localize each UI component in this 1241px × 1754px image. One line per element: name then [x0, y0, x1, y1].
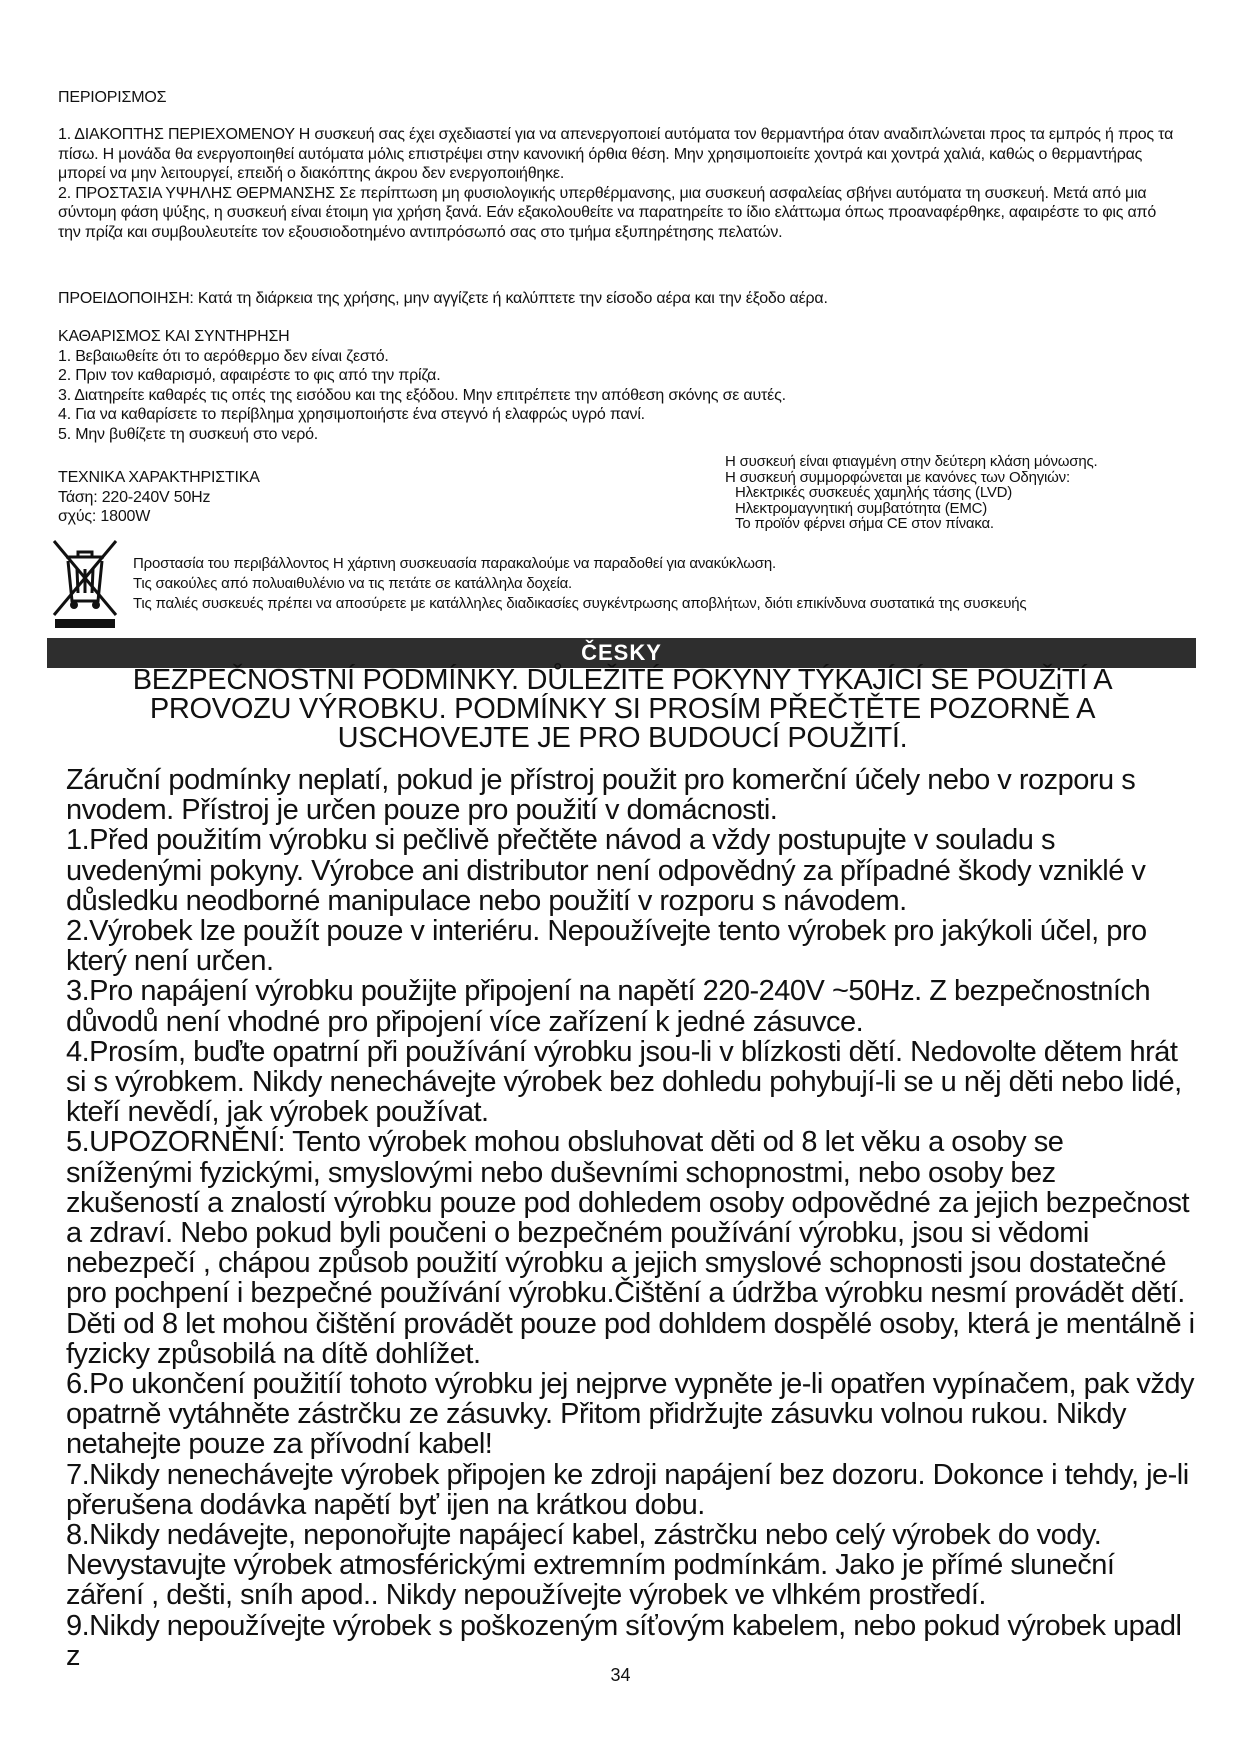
cleaning-item: 3. Διατηρείτε καθαρές τις οπές της εισόδου και της εξόδου. Μην επιτρέπετε την απόθεση σκόνης σε αυτές. [58, 386, 786, 404]
compliance-line: Η συσκευή είναι φτιαγμένη στην δεύτερη κλάση μόνωσης. [725, 453, 1098, 470]
crossed-bin-icon [50, 535, 120, 629]
compliance-line: Το προϊόν φέρνει σήμα CE στον πίνακα. [735, 515, 994, 532]
section-heading: ΠΕΡΙΟΡΙΣΜΟΣ [58, 89, 167, 106]
warning-text: ΠΡΟΕΙΔΟΠΟΙΗΣΗ: Κατά τη διάρκεια της χρήσης, μην αγγίζετε ή καλύπτετε την είσοδο αέρα και την έξοδο αέρα. [58, 290, 828, 307]
language-title: ČESKY [581, 640, 662, 665]
czech-paragraph: 9.Nikdy nepoužívejte výrobek s poškozeným síťovým kabelem, nebo pokud výrobek upadl z [66, 1609, 1182, 1672]
czech-paragraph: 2.Výrobek lze použít pouze v interiéru. Nepoužívejte tento výrobek pro jakýkoli účel, pro který není určen. [66, 915, 1147, 978]
cleaning-item: 2. Πριν τον καθαρισμό, αφαιρέστε το φις από την πρίζα. [58, 367, 441, 384]
cleaning-item: 4. Για να καθαρίσετε το περίβλημα χρησιμοποιήστε ένα στεγνό ή ελαφρώς υγρό πανί. [58, 406, 645, 423]
compliance-line: Η συσκευή συμμορφώνεται με κανόνες των Οδηγιών: [725, 468, 1070, 486]
czech-paragraph: 1.Před použitím výrobku si pečlivě přečtěte návod a vždy postupujte v souladu s uvedenými pokyny. Výrobce ani distributor není odpovědný za případné škody vzniklé v důsledku neodborné manipulace nebo použití v rozporu s návodem. [66, 824, 1146, 917]
cleaning-title: ΚΑΘΑΡΙΣΜΟΣ ΚΑΙ ΣΥΝΤΗΡΗΣΗ [58, 328, 290, 345]
environment-line: Τις σακούλες από πολυαιθυλένιο να τις πετάτε σε κατάλληλα δοχεία. [133, 575, 573, 592]
greek-warning [58, 289, 1178, 309]
tech-title: ΤΕΧΝΙΚΑ ΧΑΡΑΚΤΗΡΙΣΤΙΚΑ [58, 469, 260, 486]
czech-paragraph: 7.Nikdy nenechávejte výrobek připojen ke zdroji napájení bez dozoru. Dokonce i tehdy, je-li přerušena dodávka napětí byť ijen na krátkou dobu. [66, 1458, 1189, 1521]
environment-line: Προστασία του περιβάλλοντος Η χάρτινη συσκευασία παρακαλούμε να παραδοθεί για ανακύκλωση. [133, 555, 776, 572]
greek-tech-specs [58, 468, 358, 527]
greek-environment [133, 554, 1193, 614]
greek-cleaning-section [58, 327, 1178, 444]
greek-limitation-items [58, 125, 1178, 242]
tech-power: σχύς: 1800W [58, 508, 151, 525]
czech-paragraph: 4.Prosím, buďte opatrní při používání výrobku jsou-li v blízkosti dětí. Nedovolte dětem hrát si s výrobkem. Nikdy nenechávejte výrobek bez dohledu pohybují-li se u něj děti nebo lidé, kteří nevědí, jak výrobek používat. [66, 1035, 1182, 1129]
limitation-item-1: 1. ΔΙΑΚΟΠΤΗΣ ΠΕΡΙΕΧΟΜΕΝΟΥ Η συσκευή σας έχει σχεδιαστεί για να απενεργοποιεί αυτόματα τον θερμαντήρα όταν αναδιπλώνεται προς τα εμπρός ή προς τα πίσω. Η μονάδα θα ενεργοποιηθεί αυτόματα μόλις επιστρέψει στην κανονική όρθια θέση. Μην χρησιμοποιείτε χοντρά και χοντρά χαλιά, καθώς ο θερμαντήρας μπορεί να μην λειτουργεί, επειδή ο διακόπτης άκρου δεν ενεργοποιήθηκε. [58, 126, 1174, 182]
cleaning-item: 5. Μην βυθίζετε τη συσκευή στο νερό. [58, 425, 319, 443]
czech-paragraph: 5.UPOZORNĚNÍ: Tento výrobek mohou obsluhovat děti od 8 let věku a osoby se sníženými fyzickými, smyslovými nebo duševními schopnostmi, nebo osoby bez zkušeností a znalostí výrobku pouze pod dohledem osoby odpovědné za jejich bezpečnost a zdraví. Nebo pokud byli poučeni o bezpečném používání výrobku, jsou si vědomi nebezpečí , chápou způsob použití výrobku a jejich smyslové schopnosti jsou dostatečné pro pochpení i bezpečné používání výrobku.Čištění a údržba výrobku nesmí provádět dětí. Děti od 8 let mohou čištění provádět pouze pod dohldem dospělé osoby, která je mentálně i fyzicky způsobilá na dítě dohlížet. [66, 1126, 1195, 1370]
cleaning-item: 1. Βεβαιωθείτε ότι το αερόθερμο δεν είναι ζεστό. [58, 347, 389, 365]
limitation-item-2: 2. ΠΡΟΣΤΑΣΙΑ ΥΨΗΛΗΣ ΘΕΡΜΑΝΣΗΣ Σε περίπτωση μη φυσιολογικής υπερθέρμανσης, μια συσκευή ασφαλείας σβήνει αυτόματα τη συσκευή. Μετά από μια σύντομη φάση ψύξης, η συσκευή είναι έτοιμη για χρήση ξανά. Εάν εξακολουθείτε να παρατηρείτε το ίδιο ελάττωμα όπως προαναφέρθηκε, αφαιρέστε το φις από την πρίζα και συμβουλευτείτε τον εξουσιοδοτημένο αντιπρόσωπό σας στο τμήμα εξυπηρέτησης πελατών. [58, 184, 1157, 241]
compliance-line: Ηλεκτρομαγνητική συμβατότητα (EMC) [735, 499, 988, 517]
czech-paragraph: 6.Po ukončení použitíí tohoto výrobku jej nejprve vypněte je-li opatřen vypínačem, pak vždy opatrně vytáhněte zástrčku ze zásuvky. Přitom přidržujte zásuvku volnou rukou. Nikdy netahejte pouze za přívodní kabel! [66, 1368, 1195, 1461]
czech-paragraph: 8.Nikdy nedávejte, neponořujte napájecí kabel, zástrčku nebo celý výrobek do vody. Nevystavujte výrobek atmosférickými extremním podmínkám. Jako je přímé sluneční záření , dešti, sníh apod.. Nikdy nepoužívejte výrobek ve vlhkém prostředí. [66, 1519, 1115, 1612]
greek-compliance [725, 454, 1195, 532]
czech-safety-title: BEZPEČNOSTNÍ PODMÍNKY. DŮLEŽITÉ POKYNY TÝKAJÍCÍ SE POUŽiTÍ A PROVOZU VÝROBKU. PODMÍNKY SI PROSÍM PŘEČTĚTE POZORNĚ A USCHOVEJTE JE PRO BUDOUCÍ POUŽITÍ. [132, 664, 1113, 754]
czech-paragraph: 3.Pro napájení výrobku použijte připojení na napětí 220-240V ~50Hz. Z bezpečnostních důvodů není vhodné pro připojení více zařízení k jedné zásuvce. [66, 975, 1151, 1038]
tech-voltage: Τάση: 220-240V 50Hz [58, 488, 211, 506]
greek-limitation-heading [58, 88, 1178, 108]
czech-paragraph: Záruční podmínky neplatí, pokud je přístroj použit pro komerční účely nebo v rozporu s nvodem. Přístroj je určen pouze pro použití v domácnosti. [66, 764, 1136, 827]
page-number: 34 [610, 1665, 631, 1685]
czech-safety-body [66, 765, 1196, 1671]
environment-line: Τις παλιές συσκευές πρέπει να αποσύρετε με κατάλληλες διαδικασίες συγκέντρωσης αποβλήτων, διότι επικίνδυνα συστατικά της συσκευής [133, 595, 1027, 612]
compliance-line: Ηλεκτρικές συσκευές χαμηλής τάσης (LVD) [735, 484, 1013, 501]
